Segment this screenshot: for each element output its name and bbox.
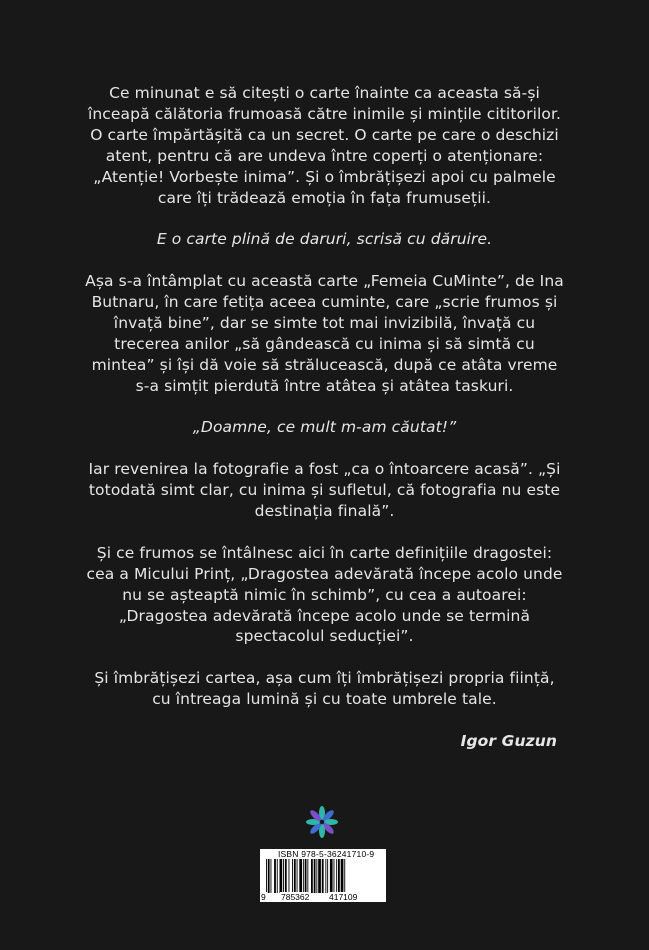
flower-logo-icon bbox=[306, 806, 338, 838]
barcode-bars bbox=[260, 859, 386, 899]
author-signature: Igor Guzun bbox=[460, 731, 557, 750]
paragraph-book-story: Așa s-a întâmplat cu această carte „Femeia CuMinte”, de Ina Butnaru, în care fetița aceea cuminte, care „scrie frumos și învață bine”, dar se simte tot mai invizibilă, învață cu trecerea anilor „să gândească cu inima și să simtă cu mintea” și își dă voie să strălucească, după ce atâta vreme s-a simțit pierdută între atâtea și atâtea taskuri. bbox=[85, 272, 564, 395]
paragraph-quote-search: „Doamne, ce mult m-am căutat!” bbox=[192, 418, 457, 437]
paragraph-closing: Și îmbrățișezi cartea, așa cum îți îmbrățișezi propria ființă, cu întreaga lumină și cu toate umbrele tale. bbox=[94, 669, 555, 709]
barcode-digits-right: 417109 bbox=[329, 892, 358, 902]
paragraph-love-definitions: Și ce frumos se întâlnesc aici în carte definițiile dragostei: cea a Micului Prinț, „Dragostea adevărată începe acolo unde nu se așteaptă nimic în schimb”, cu cea a autoarei: „Dragostea adevărată începe acolo unde se termină spectacolul seducției”. bbox=[86, 543, 563, 646]
barcode-digit-first: 9 bbox=[261, 892, 266, 902]
back-cover-text bbox=[84, 83, 565, 752]
isbn-label: ISBN 978-5-36241710-9 bbox=[278, 849, 375, 859]
isbn-barcode bbox=[260, 849, 386, 902]
paragraph-intro: Ce minunat e să citești o carte înainte ca aceasta să-și înceapă călătoria frumoasă către inimile și mințile cititorilor. O carte împărtășită ca un secret. O carte pe care o deschizi atent, pentru că are undeva între coperți o atenționare: „Atenție! Vorbește inima”. Și o îmbrățișezi apoi cu palmele care îți trădează emoția în fața frumuseții. bbox=[87, 84, 562, 207]
paragraph-photography: Iar revenirea la fotografie a fost „ca o întoarcere acasă”. „Și totodată simt clar, cu inima și sufletul, că fotografia nu este destinația finală”. bbox=[88, 460, 561, 521]
paragraph-quote-gifts: E o carte plină de daruri, scrisă cu dăruire. bbox=[156, 230, 493, 249]
barcode-digits-left: 785362 bbox=[281, 892, 310, 902]
